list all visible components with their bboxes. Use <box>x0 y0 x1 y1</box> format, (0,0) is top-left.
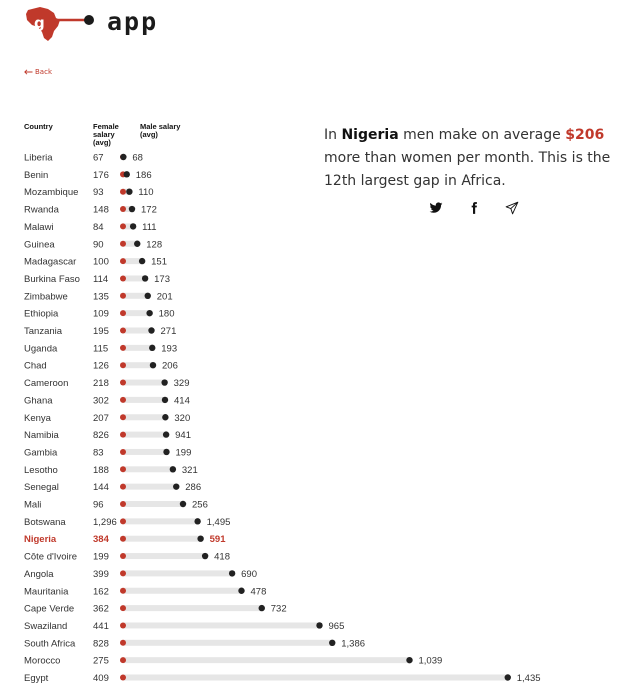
female-value-label: 176 <box>93 169 109 181</box>
female-value-label: 83 <box>93 447 104 459</box>
story-text <box>324 124 634 193</box>
country-label: Malawi <box>24 221 54 233</box>
female-dot <box>120 657 126 663</box>
country-label: Swaziland <box>24 620 68 632</box>
country-label: Botswana <box>24 516 66 528</box>
male-dot <box>406 657 412 663</box>
male-dot <box>194 518 200 524</box>
female-dot <box>120 449 126 455</box>
male-value-label: 201 <box>156 291 173 303</box>
header-country: Country <box>24 122 53 131</box>
male-value-label: 180 <box>158 308 175 320</box>
male-value-label: 110 <box>138 187 154 199</box>
male-dot <box>162 397 168 403</box>
country-label: Egypt <box>24 673 49 684</box>
country-label: Tanzania <box>24 326 63 337</box>
male-value-label: 591 <box>209 534 226 546</box>
female-value-label: 135 <box>93 291 109 303</box>
female-dot <box>120 622 126 628</box>
female-value-label: 114 <box>93 273 109 285</box>
male-dot <box>238 588 244 594</box>
male-value-label: 1,039 <box>418 655 443 667</box>
gap-bar <box>123 362 153 368</box>
female-value-label: 96 <box>93 499 104 511</box>
female-value-label: 188 <box>93 464 109 476</box>
female-dot <box>120 345 126 351</box>
male-value-label: 271 <box>160 326 177 337</box>
male-value-label: 172 <box>141 204 157 216</box>
female-dot <box>120 275 126 281</box>
male-dot <box>139 258 145 264</box>
story-prefix: In <box>324 127 342 143</box>
header-male-salary: Male salary (avg) <box>140 122 181 139</box>
gap-bar <box>123 553 205 559</box>
male-value-label: 193 <box>161 343 178 355</box>
female-value-label: 826 <box>93 430 109 442</box>
female-dot <box>120 536 126 542</box>
gap-bar <box>123 328 152 334</box>
send-icon <box>505 201 519 215</box>
country-label: Gambia <box>24 447 58 459</box>
female-value-label: 409 <box>93 673 109 684</box>
female-value-label: 441 <box>93 620 109 632</box>
country-label: Chad <box>24 360 47 372</box>
country-label: Lesotho <box>24 464 58 476</box>
logo-text: app <box>107 7 159 36</box>
country-label: Guinea <box>24 239 55 251</box>
female-value-label: 218 <box>93 378 109 390</box>
gap-bar <box>123 293 148 299</box>
male-dot <box>129 206 135 212</box>
female-value-label: 302 <box>93 395 109 407</box>
country-label: Cape Verde <box>24 603 75 615</box>
female-value-label: 84 <box>93 221 104 233</box>
female-dot <box>120 380 126 386</box>
share-bar <box>428 200 520 216</box>
female-dot <box>120 258 126 264</box>
female-dot <box>120 605 126 611</box>
country-label: Rwanda <box>24 204 59 216</box>
female-dot <box>120 293 126 299</box>
female-dot <box>120 328 126 334</box>
gap-bar <box>123 675 508 681</box>
gap-bar <box>123 449 167 455</box>
female-value-label: 162 <box>93 586 109 598</box>
country-label: Morocco <box>24 655 61 667</box>
male-value-label: 151 <box>151 256 167 268</box>
male-value-label: 414 <box>174 395 190 407</box>
female-dot <box>120 484 126 490</box>
male-dot <box>161 379 167 385</box>
male-value-label: 206 <box>162 360 178 372</box>
male-dot <box>163 449 169 455</box>
male-dot <box>229 570 235 576</box>
female-value-label: 100 <box>93 256 109 268</box>
male-value-label: 321 <box>181 464 198 476</box>
female-dot <box>120 206 126 212</box>
male-dot <box>124 171 130 177</box>
female-value-label: 115 <box>93 343 109 355</box>
female-dot <box>120 189 126 195</box>
female-dot <box>120 466 126 472</box>
country-label: Ethiopia <box>24 308 59 320</box>
male-value-label: 418 <box>214 551 230 563</box>
female-value-label: 67 <box>93 152 104 164</box>
gap-bar <box>123 657 410 663</box>
gap-bar <box>123 345 152 351</box>
female-dot <box>120 310 126 316</box>
gap-bar <box>123 536 201 542</box>
male-value-label: 965 <box>328 620 345 632</box>
female-value-label: 399 <box>93 568 109 580</box>
male-value-label: 68 <box>132 152 143 164</box>
gap-bar <box>123 484 176 490</box>
male-dot <box>148 327 154 333</box>
female-dot <box>120 675 126 681</box>
male-dot <box>134 241 140 247</box>
female-dot <box>120 414 126 420</box>
male-dot <box>120 154 126 160</box>
male-dot <box>316 622 322 628</box>
female-dot <box>120 362 126 368</box>
female-value-label: 195 <box>93 326 109 337</box>
country-label: Namibia <box>24 430 59 442</box>
male-dot <box>162 414 168 420</box>
country-label: Ghana <box>24 395 53 407</box>
country-label: Cameroon <box>24 378 69 390</box>
male-dot <box>130 223 136 229</box>
male-dot <box>163 431 169 437</box>
male-value-label: 941 <box>175 430 191 442</box>
gap-bar <box>123 640 332 646</box>
male-dot <box>126 189 132 195</box>
male-dot <box>149 345 155 351</box>
female-value-label: 199 <box>93 551 109 563</box>
story-gap-value: $206 <box>565 127 605 143</box>
svg-text:g: g <box>34 14 45 32</box>
female-dot <box>120 241 126 247</box>
gap-bar <box>123 605 262 611</box>
male-value-label: 111 <box>142 221 157 233</box>
gap-bar <box>123 380 165 386</box>
male-dot <box>505 674 511 680</box>
female-value-label: 384 <box>93 534 109 546</box>
female-value-label: 362 <box>93 603 109 615</box>
gap-bar <box>123 501 183 507</box>
female-dot <box>120 501 126 507</box>
male-dot <box>329 640 335 646</box>
header-female-salary: Female salary (avg) <box>93 122 119 147</box>
country-label: South Africa <box>24 638 76 650</box>
male-value-label: 690 <box>241 568 257 580</box>
female-dot <box>120 553 126 559</box>
male-dot <box>142 275 148 281</box>
gap-bar <box>123 275 145 281</box>
female-value-label: 1,296 <box>93 516 117 528</box>
male-dot <box>145 293 151 299</box>
country-label: Mozambique <box>24 187 79 199</box>
male-dot <box>150 362 156 368</box>
country-label: Uganda <box>24 343 58 355</box>
female-dot <box>120 223 126 229</box>
country-label: Côte d'Ivoire <box>24 551 78 563</box>
female-value-label: 828 <box>93 638 109 650</box>
female-value-label: 144 <box>93 482 109 494</box>
male-dot <box>259 605 265 611</box>
country-label: Senegal <box>24 482 59 494</box>
female-value-label: 126 <box>93 360 109 372</box>
male-value-label: 199 <box>175 447 192 459</box>
female-value-label: 148 <box>93 204 109 216</box>
female-dot <box>120 640 126 646</box>
country-label: Kenya <box>24 412 51 424</box>
gap-bar <box>123 588 242 594</box>
gap-bar <box>123 518 198 524</box>
female-dot <box>120 570 126 576</box>
gap-bar <box>123 622 320 628</box>
country-label: Nigeria <box>24 534 57 546</box>
male-dot <box>197 536 203 542</box>
country-label: Liberia <box>24 152 53 164</box>
female-dot <box>120 397 126 403</box>
male-value-label: 186 <box>135 169 152 181</box>
male-value-label: 1,386 <box>341 638 366 650</box>
country-label: Mauritania <box>24 586 69 598</box>
male-value-label: 732 <box>270 603 287 615</box>
female-value-label: 207 <box>93 412 109 424</box>
country-label: Burkina Faso <box>24 273 80 285</box>
twitter-icon <box>429 201 443 215</box>
male-value-label: 1,435 <box>516 673 541 684</box>
country-label: Benin <box>24 169 49 181</box>
male-value-label: 128 <box>146 239 163 251</box>
female-value-label: 93 <box>93 187 104 199</box>
gap-bar <box>123 432 166 438</box>
male-value-label: 320 <box>174 412 191 424</box>
female-value-label: 90 <box>93 239 104 251</box>
female-value-label: 109 <box>93 308 109 320</box>
facebook-icon <box>467 201 481 215</box>
female-dot <box>120 588 126 594</box>
story-suffix: more than women per month. This is the 12th largest gap in Africa. <box>324 150 611 189</box>
male-dot <box>170 466 176 472</box>
send-share-button[interactable] <box>504 200 520 216</box>
back-label: Back <box>35 68 52 76</box>
gap-bar <box>123 466 173 472</box>
male-dot <box>180 501 186 507</box>
male-dot <box>146 310 152 316</box>
facebook-share-button[interactable] <box>466 200 482 216</box>
male-value-label: 286 <box>185 482 202 494</box>
male-value-label: 256 <box>192 499 208 511</box>
female-dot <box>120 518 126 524</box>
gap-bar <box>123 397 165 403</box>
country-label: Angola <box>24 568 54 580</box>
gap-bar <box>123 414 165 420</box>
gap-bar <box>123 570 232 576</box>
country-label: Zimbabwe <box>24 291 68 303</box>
male-value-label: 478 <box>250 586 267 598</box>
male-value-label: 329 <box>173 378 190 390</box>
male-value-label: 173 <box>154 273 170 285</box>
story-middle: men make on average <box>398 127 566 143</box>
female-value-label: 275 <box>93 655 109 667</box>
female-dot <box>120 432 126 438</box>
male-value-label: 1,495 <box>206 516 231 528</box>
gap-bar <box>123 310 150 316</box>
country-label: Madagascar <box>24 256 77 268</box>
country-label: Mali <box>24 499 42 511</box>
story-country: Nigeria <box>341 127 399 143</box>
male-dot <box>202 553 208 559</box>
male-dot <box>173 483 179 489</box>
twitter-share-button[interactable] <box>428 200 444 216</box>
